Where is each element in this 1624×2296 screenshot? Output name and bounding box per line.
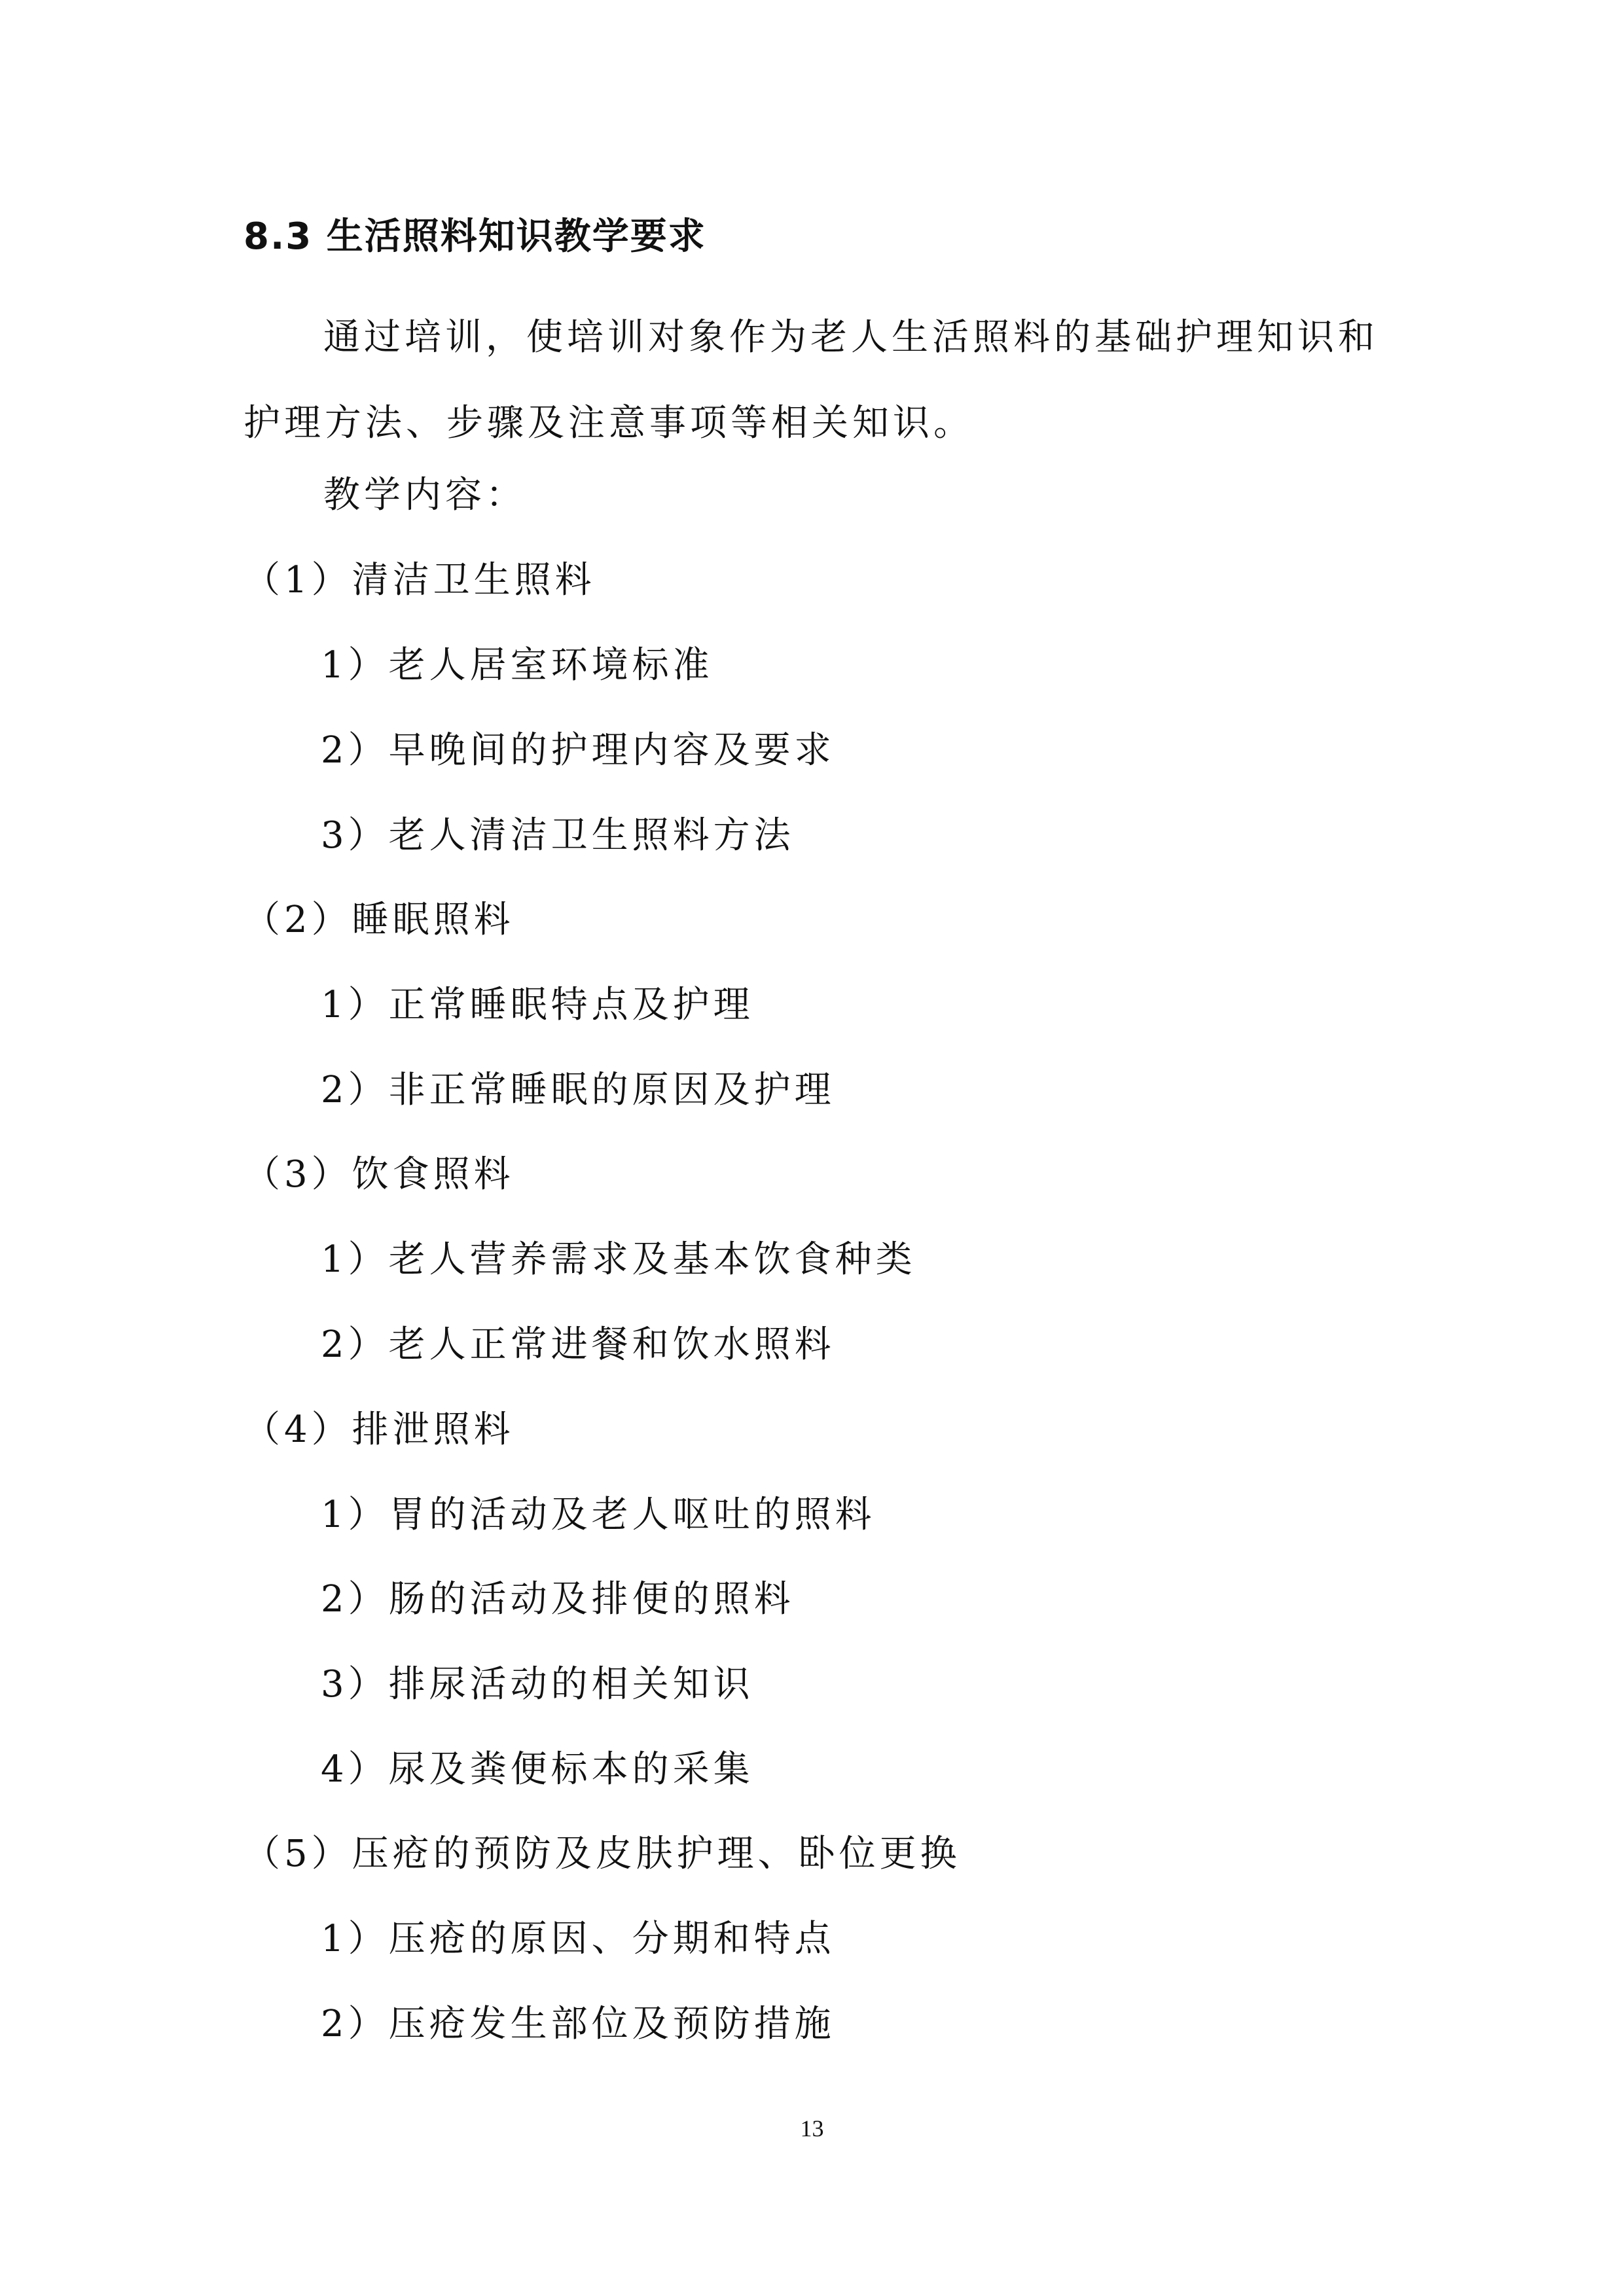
outline-item: （5）压疮的预防及皮肤护理、卧位更换 [244,1833,961,1875]
outline-subitem: 3）老人清洁卫生照料方法 [321,814,795,857]
page-number: 13 [800,2115,824,2142]
section-heading: 8.3 生活照料知识教学要求 [244,215,706,258]
outline-subitem: 2）早晚间的护理内容及要求 [321,729,835,772]
outline-subitem: 1）压疮的原因、分期和特点 [321,1918,835,1960]
outline-item: （4）排泄照料 [244,1408,514,1451]
outline-subitem: 4）尿及粪便标本的采集 [321,1748,754,1791]
outline-subitem: 3）排尿活动的相关知识 [321,1663,754,1706]
outline-item: （3）饮食照料 [244,1153,514,1196]
outline-subitem: 2）肠的活动及排便的照料 [321,1578,795,1621]
outline-subitem: 2）老人正常进餐和饮水照料 [321,1323,835,1366]
outline-subitem: 2）压疮发生部位及预防措施 [321,2003,835,2045]
outline-subitem: 1）胃的活动及老人呕吐的照料 [321,1494,876,1536]
outline-subitem: 1）老人营养需求及基本饮食种类 [321,1238,916,1281]
outline-subitem: 1）老人居室环境标准 [321,644,713,687]
intro-paragraph: 通过培训，使培训对象作为老人生活照料的基础护理知识和护理方法、步骤及注意事项等相关知识。 [244,316,1379,444]
content-label: 教学内容： [323,474,526,516]
outline-subitem: 2）非正常睡眠的原因及护理 [321,1069,835,1111]
outline-item: （1）清洁卫生照料 [244,559,596,601]
outline-item: （2）睡眠照料 [244,899,514,941]
outline-subitem: 1）正常睡眠特点及护理 [321,984,754,1026]
